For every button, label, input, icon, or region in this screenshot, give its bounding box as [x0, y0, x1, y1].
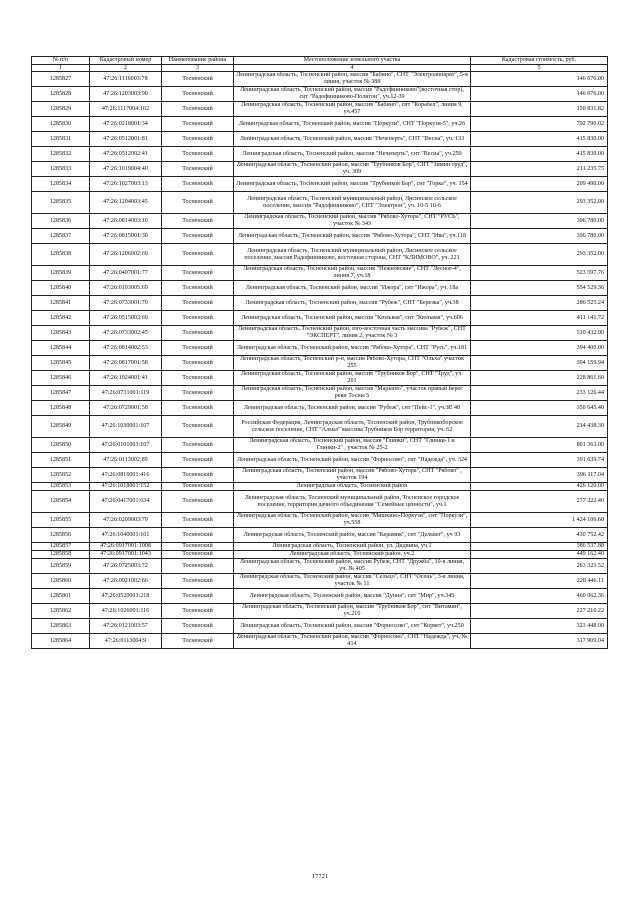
district-name-cell: Тосненский — [162, 604, 234, 619]
location-cell: Ленинградская область, Тосненский район, массив "Трубников Бор", СНТ "Труд", уч. 201 — [234, 371, 471, 386]
table-row — [32, 491, 608, 513]
cadastral-number-cell: 47:26:1018001:152 — [90, 483, 162, 491]
cadastral-value-cell: 386 537.88 — [471, 543, 608, 551]
location-cell: Ленинградская область, Тосненский муниципальный район, Лисинское сельское поселение, массив Радофинниково, восточная сторона, СНТ "КЛИМОВО", уч. 221 — [234, 244, 471, 266]
table-row — [32, 214, 608, 229]
row-number-cell: 1285829 — [32, 102, 90, 117]
row-number-cell: 1285863 — [32, 619, 90, 634]
cadastral-number-cell: 47:26:0917001:1008 — [90, 543, 162, 551]
district-name-cell: Тосненский — [162, 619, 234, 634]
district-name-cell: Тосненский — [162, 87, 234, 102]
location-cell: Ленинградская область, Тосненский район, массив "Кюльвая", снт "Кюльвая", уч.606 — [234, 311, 471, 326]
cadastral-value-cell: 396 780.00 — [471, 214, 608, 229]
location-cell: Ленинградская область, Тосненский район, массив "Бабино", снт "Корабел", линия 9, уч.457 — [234, 102, 471, 117]
table-row — [32, 513, 608, 528]
row-number-cell: 1285827 — [32, 72, 90, 87]
cadastral-number-cell: 47:26:1204003:45 — [90, 192, 162, 214]
location-cell: Ленинградская область, Тосненский район, массив "Рябово-Хутора", СНТ "Рябово" , участок 194 — [234, 468, 471, 483]
cadastral-value-cell: 801 363.00 — [471, 438, 608, 453]
location-cell: Ленинградская область, Тосненский район, массив "Нечеперть", СНТ "Весна", уч. 133 — [234, 132, 471, 147]
cadastral-value-table-sheet — [31, 56, 607, 649]
table-row — [32, 438, 608, 453]
table-row — [32, 311, 608, 326]
cadastral-number-cell: 47:26:0407001:77 — [90, 266, 162, 281]
district-name-cell: Тосненский — [162, 326, 234, 341]
cadastral-number-cell: 47:26:1206002:69 — [90, 244, 162, 266]
cadastral-number-cell: 47:26:0814002:53 — [90, 341, 162, 356]
location-cell: Ленинградская область, Тосненский район, массив "Керамик", снт "Дельвег", уч 93 — [234, 528, 471, 543]
district-name-cell: Тосненский — [162, 296, 234, 311]
row-number-cell: 1285848 — [32, 401, 90, 416]
cadastral-value-cell: 394 159.94 — [471, 356, 608, 371]
cadastral-value-cell: 286 525.24 — [471, 296, 608, 311]
district-name-cell: Тосненский — [162, 551, 234, 559]
table-row — [32, 589, 608, 604]
location-cell: Ленинградская область, Тосненский район, массив "Поркузи", СНТ "Поркузи-5", уч.26 — [234, 117, 471, 132]
cadastral-number-cell: 47:26:0917001:1043 — [90, 551, 162, 559]
row-number-cell: 1285842 — [32, 311, 90, 326]
row-number-cell: 1285828 — [32, 87, 90, 102]
cadastral-number-cell: 47:26:0733001:70 — [90, 296, 162, 311]
table-row — [32, 574, 608, 589]
cadastral-number-cell: 47:26:1030001:107 — [90, 416, 162, 438]
district-name-cell: Тосненский — [162, 266, 234, 281]
cadastral-value-cell: 146 676.00 — [471, 87, 608, 102]
table-row — [32, 177, 608, 192]
cadastral-number-cell: 47:26:0218001:34 — [90, 117, 162, 132]
location-cell: Ленинградская область, Тосненский район, массив "Форносово", снт "Надежда", уч. 324 — [234, 453, 471, 468]
location-cell: Ленинградская область, Тосненский район, массив "Трубников Бор", снт "Горка", уч. 154 — [234, 177, 471, 192]
location-cell: Ленинградская область, Тосненский район, массив "Рябово-Хутора", СНТ "РУСЬ", участок № 343 — [234, 214, 471, 229]
cadastral-value-cell: 293 352.00 — [471, 192, 608, 214]
district-name-cell: Тосненский — [162, 162, 234, 177]
location-cell: Ленинградская область, Тосненский район, массив "Нечеперть", снт "Весна", уч.250 — [234, 147, 471, 162]
location-cell: Ленинградская область, Тосненский район, массив "Мишкино-Поркузи", снт "Поркузи", уч.558 — [234, 513, 471, 528]
district-name-cell: Тосненский — [162, 192, 234, 214]
row-number-cell: 1285836 — [32, 214, 90, 229]
district-name-cell: Тосненский — [162, 72, 234, 87]
location-cell: Ленинградская область, Тосненский район, массив "Рубеж", СНТ "Березка", уч.38 — [234, 296, 471, 311]
row-number-cell: 1285834 — [32, 177, 90, 192]
cadastral-number-cell: 47:26:0417001:634 — [90, 491, 162, 513]
page-number: 17721 — [311, 873, 329, 880]
table-row — [32, 162, 608, 177]
district-name-cell: Тосненский — [162, 491, 234, 513]
cadastral-value-cell: 510 432.00 — [471, 326, 608, 341]
header-district-name: Наименование района — [162, 57, 234, 65]
district-name-cell: Тосненский — [162, 229, 234, 244]
cadastral-value-cell: 233 126.44 — [471, 386, 608, 401]
cadastral-value-cell: 146 676.00 — [471, 72, 608, 87]
row-number-cell: 1285845 — [32, 356, 90, 371]
table-row — [32, 453, 608, 468]
location-cell: Ленинградская область, Тосненский район, массив "Ижора", снт "Ижора", уч. 18а — [234, 281, 471, 296]
cadastral-value-cell: 415 830.00 — [471, 147, 608, 162]
location-cell: Ленинградская область, Тосненский район, массив "Форносово", СНТ "Надежда", уч. № 414 — [234, 634, 471, 649]
row-number-cell: 1285846 — [32, 371, 90, 386]
district-name-cell: Тосненский — [162, 589, 234, 604]
header-row-number: № п/п — [32, 57, 90, 65]
table-row — [32, 132, 608, 147]
cadastral-number-cell: 47:26:1040001:101 — [90, 528, 162, 543]
table-row — [32, 244, 608, 266]
cadastral-number-cell: 47:26:0814003:10 — [90, 214, 162, 229]
district-name-cell: Тосненский — [162, 438, 234, 453]
row-number-cell: 1285840 — [32, 281, 90, 296]
table-row — [32, 634, 608, 649]
column-number: 4 — [234, 65, 471, 72]
table-row — [32, 371, 608, 386]
table-row — [32, 117, 608, 132]
cadastral-number-cell: 47:26:0113002:89 — [90, 453, 162, 468]
cadastral-value-cell: 211 235.75 — [471, 162, 608, 177]
column-number: 5 — [471, 65, 608, 72]
cadastral-number-cell: 47:26:0731001:119 — [90, 386, 162, 401]
cadastral-value-cell: 430 752.42 — [471, 528, 608, 543]
location-cell: Ленинградская область, Тосненский район, массив "Рябово-Хутора", СНТ "Ива", уч.118 — [234, 229, 471, 244]
location-cell: Ленинградская область, Тосненский район, массив "Радофинниково"(восточная стор), снт "Радофинниково-Полигон", уч.12-39 — [234, 87, 471, 102]
table-row — [32, 356, 608, 371]
cadastral-number-cell: 47:26:1024001:41 — [90, 371, 162, 386]
district-name-cell: Тосненский — [162, 401, 234, 416]
table-row — [32, 468, 608, 483]
cadastral-value-table — [31, 56, 608, 649]
table-row — [32, 326, 608, 341]
row-number-cell: 1285853 — [32, 483, 90, 491]
district-name-cell: Тосненский — [162, 177, 234, 192]
row-number-cell: 1285831 — [32, 132, 90, 147]
row-number-cell: 1285849 — [32, 416, 90, 438]
row-number-cell: 1285835 — [32, 192, 90, 214]
location-cell: Ленинградская область, Тосненский район, массив "Дунна", снт "Мир", уч.345 — [234, 589, 471, 604]
table-row — [32, 551, 608, 559]
district-name-cell: Тосненский — [162, 559, 234, 574]
cadastral-number-cell: 47:26:1027003:13 — [90, 177, 162, 192]
table-row — [32, 281, 608, 296]
cadastral-number-cell: 47:26:0512001:81 — [90, 132, 162, 147]
row-number-cell: 1285841 — [32, 296, 90, 311]
table-row — [32, 559, 608, 574]
cadastral-value-cell: 792 790.02 — [471, 117, 608, 132]
cadastral-number-cell: 47:26:0815001:30 — [90, 229, 162, 244]
cadastral-value-cell: 214 438.30 — [471, 416, 608, 438]
cadastral-value-cell: 228 861.60 — [471, 371, 608, 386]
table-row — [32, 401, 608, 416]
location-cell: Ленинградская область, Тосненский район, уч.2 — [234, 551, 471, 559]
district-name-cell: Тосненский — [162, 132, 234, 147]
district-name-cell: Тосненский — [162, 416, 234, 438]
row-number-cell: 1285839 — [32, 266, 90, 281]
location-cell: Ленинградская область, Тосненский район, массив "Глинки", СНТ "Глинки-1 и Глинки-2" , участок № 25-2 — [234, 438, 471, 453]
district-name-cell: Тосненский — [162, 528, 234, 543]
cadastral-number-cell: 47:26:0512002:41 — [90, 147, 162, 162]
location-cell: Ленинградская область, Тосненский район, массив "Трубников Бор", СНТ "Зимин труд", уч. 309 — [234, 162, 471, 177]
district-name-cell: Тосненский — [162, 574, 234, 589]
column-numbers-row — [32, 65, 608, 72]
cadastral-value-cell: 396 117.04 — [471, 468, 608, 483]
table-row — [32, 604, 608, 619]
column-number: 1 — [32, 65, 90, 72]
cadastral-number-cell: 47:26:0817001:58 — [90, 356, 162, 371]
row-number-cell: 1285857 — [32, 543, 90, 551]
district-name-cell: Тосненский — [162, 281, 234, 296]
row-number-cell: 1285830 — [32, 117, 90, 132]
cadastral-value-cell: 1 424 106.60 — [471, 513, 608, 528]
cadastral-value-cell: 394 400.00 — [471, 341, 608, 356]
cadastral-number-cell: 47:26:0103005:69 — [90, 281, 162, 296]
cadastral-value-cell: 228 446.11 — [471, 574, 608, 589]
row-number-cell: 1285852 — [32, 468, 90, 483]
location-cell: Российская Федерация, Ленинградская область, Тосненский район, Трубникоборское сельское поселение, СНТ "Алмаз" массива Трубников Бор территория, уч. 62 — [234, 416, 471, 438]
table-row — [32, 72, 608, 87]
district-name-cell: Тосненский — [162, 483, 234, 491]
table-header-row — [32, 57, 608, 65]
table-row — [32, 266, 608, 281]
location-cell: Ленинградская область, Тосненский район, массив "Рубеж", снт "Пейс-1", уч.ЗЕ 48 — [234, 401, 471, 416]
header-location: Местоположение земельного участка — [234, 57, 471, 65]
row-number-cell: 1285850 — [32, 438, 90, 453]
cadastral-number-cell: 47:26:0816001:416 — [90, 468, 162, 483]
cadastral-value-cell: 350 645.40 — [471, 401, 608, 416]
location-cell: Ленинградская область, Тосненский район — [234, 483, 471, 491]
cadastral-value-cell: 227 210.22 — [471, 604, 608, 619]
row-number-cell: 1285833 — [32, 162, 90, 177]
cadastral-value-cell: 415 830.00 — [471, 132, 608, 147]
cadastral-number-cell: 47:26:1026001:116 — [90, 604, 162, 619]
cadastral-value-cell: 323 448.00 — [471, 619, 608, 634]
header-cadastral-value: Кадастровая стоимость, руб. — [471, 57, 608, 65]
cadastral-number-cell: 47:26:0113004:9 — [90, 634, 162, 649]
table-row — [32, 619, 608, 634]
row-number-cell: 1285860 — [32, 574, 90, 589]
cadastral-value-cell: 460 062.36 — [471, 589, 608, 604]
cadastral-number-cell: 47:26:0515003:69 — [90, 311, 162, 326]
table-row — [32, 87, 608, 102]
row-number-cell: 1285858 — [32, 551, 90, 559]
column-number: 2 — [90, 65, 162, 72]
cadastral-number-cell: 47:26:0209003:79 — [90, 513, 162, 528]
cadastral-number-cell: 47:26:1203003:90 — [90, 87, 162, 102]
location-cell: Ленинградская область, Тосненский р-н, массив Рябово-Хутора, СНТ "Ольха" участок 255 — [234, 356, 471, 371]
cadastral-value-cell: 554 529.36 — [471, 281, 608, 296]
row-number-cell: 1285854 — [32, 491, 90, 513]
table-body — [32, 72, 608, 649]
table-row — [32, 416, 608, 438]
row-number-cell: 1285859 — [32, 559, 90, 574]
table-row — [32, 296, 608, 311]
cadastral-value-cell: 396 780.00 — [471, 229, 608, 244]
table-row — [32, 483, 608, 491]
district-name-cell: Тосненский — [162, 371, 234, 386]
cadastral-value-cell: 263 323.52 — [471, 559, 608, 574]
row-number-cell: 1285847 — [32, 386, 90, 401]
district-name-cell: Тосненский — [162, 214, 234, 229]
location-cell: Ленинградская область, Тосненский район, ул. Дидвина, уч.1 — [234, 543, 471, 551]
location-cell: Ленинградская область, Тосненский район, массив Рубеж, СНТ "Дружба", 10-я линия, уч. № 405 — [234, 559, 471, 574]
cadastral-number-cell: 47:26:1117004:102 — [90, 102, 162, 117]
district-name-cell: Тосненский — [162, 341, 234, 356]
cadastral-number-cell: 47:26:0729001:58 — [90, 401, 162, 416]
row-number-cell: 1285837 — [32, 229, 90, 244]
column-number: 3 — [162, 65, 234, 72]
location-cell: Ленинградская область, Тосненский район, массив "Нежновские", СНТ "Лесное-4", линия 7, уч.18 — [234, 266, 471, 281]
district-name-cell: Тосненский — [162, 634, 234, 649]
location-cell: Ленинградская область, Тосненский район, массив "Марьино", участок правый берег реки Тосны 5 — [234, 386, 471, 401]
row-number-cell: 1285861 — [32, 589, 90, 604]
cadastral-value-cell: 150 831.82 — [471, 102, 608, 117]
location-cell: Ленинградская область, Тосненский район, юго-восточная часть массива "Рубеж", СНТ "ЭКСПЕРТ", линия 2, участок № 3 — [234, 326, 471, 341]
table-row — [32, 229, 608, 244]
cadastral-value-cell: 426 120.00 — [471, 483, 608, 491]
row-number-cell: 1285832 — [32, 147, 90, 162]
district-name-cell: Тосненский — [162, 102, 234, 117]
cadastral-number-cell: 47:26:0101003:107 — [90, 438, 162, 453]
table-row — [32, 528, 608, 543]
cadastral-number-cell: 47:26:1019004:40 — [90, 162, 162, 177]
row-number-cell: 1285843 — [32, 326, 90, 341]
location-cell: Ленинградская область, Тосненский район, массив "Трубников Бор", снт "Витамин", уч.210 — [234, 604, 471, 619]
cadastral-number-cell: 47:26:0921002:66 — [90, 574, 162, 589]
district-name-cell: Тосненский — [162, 453, 234, 468]
district-name-cell: Тосненский — [162, 244, 234, 266]
cadastral-value-cell: 277 222.40 — [471, 491, 608, 513]
cadastral-number-cell: 47:26:0725003:72 — [90, 559, 162, 574]
table-row — [32, 147, 608, 162]
row-number-cell: 1285851 — [32, 453, 90, 468]
cadastral-value-cell: 523 597.76 — [471, 266, 608, 281]
table-row — [32, 543, 608, 551]
district-name-cell: Тосненский — [162, 117, 234, 132]
cadastral-value-cell: 293 352.00 — [471, 244, 608, 266]
cadastral-value-cell: 209 490.00 — [471, 177, 608, 192]
row-number-cell: 1285864 — [32, 634, 90, 649]
row-number-cell: 1285856 — [32, 528, 90, 543]
location-cell: Ленинградская область, Тосненский район, массив "Форносово", снт "Корвет", уч.250 — [234, 619, 471, 634]
cadastral-value-cell: 411 141.72 — [471, 311, 608, 326]
cadastral-value-cell: 317 909.04 — [471, 634, 608, 649]
cadastral-number-cell: 47:26:0121003:57 — [90, 619, 162, 634]
row-number-cell: 1285862 — [32, 604, 90, 619]
cadastral-number-cell: 47:26:1116003:78 — [90, 72, 162, 87]
location-cell: Ленинградская область, Тосненский муниципальный район, Тосненское городское поселение, территория дачного объединения "Семейные ценности", уч.1 — [234, 491, 471, 513]
row-number-cell: 1285844 — [32, 341, 90, 356]
table-row — [32, 102, 608, 117]
row-number-cell: 1285838 — [32, 244, 90, 266]
district-name-cell: Тосненский — [162, 311, 234, 326]
cadastral-number-cell: 47:26:0733002:45 — [90, 326, 162, 341]
row-number-cell: 1285855 — [32, 513, 90, 528]
district-name-cell: Тосненский — [162, 386, 234, 401]
location-cell: Ленинградская область, Тосненский район, массив "Бабино", СНТ "Электроаппарат", 5-я линия, участок № 388 — [234, 72, 471, 87]
table-row — [32, 386, 608, 401]
location-cell: Ленинградская область, Тосненский район, массив "Рябово-Хутора", СНТ "Русь", уч.181 — [234, 341, 471, 356]
district-name-cell: Тосненский — [162, 513, 234, 528]
district-name-cell: Тосненский — [162, 356, 234, 371]
district-name-cell: Тосненский — [162, 543, 234, 551]
cadastral-number-cell: 47:26:0520001:218 — [90, 589, 162, 604]
table-row — [32, 192, 608, 214]
district-name-cell: Тосненский — [162, 147, 234, 162]
table-row — [32, 341, 608, 356]
location-cell: Ленинградская область, Тосненский район, массив "Сельцо", СНТ "Осень", 3-я линия, участок № 11 — [234, 574, 471, 589]
cadastral-value-cell: 449 162.40 — [471, 551, 608, 559]
district-name-cell: Тосненский — [162, 468, 234, 483]
header-cadastral-number: Кадастровый номер — [90, 57, 162, 65]
location-cell: Ленинградская область, Тосненский муниципальный район, Лисинское сельское поселение, массив "Радофинниково", СНТ "Электрон", уч. 10-5 10-6 — [234, 192, 471, 214]
cadastral-value-cell: 391 639.74 — [471, 453, 608, 468]
